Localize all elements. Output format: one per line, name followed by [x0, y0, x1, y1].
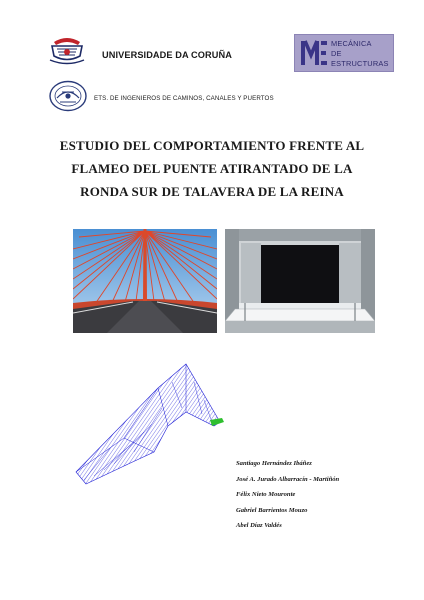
title-line: FLAMEO DEL PUENTE ATIRANTADO DE LA [71, 161, 353, 176]
university-name: UNIVERSIDADE DA CORUÑA [102, 50, 232, 60]
author-name: Abel Díaz Valdés [236, 522, 282, 530]
group-logo-text [331, 39, 389, 69]
university-logo [44, 36, 90, 66]
bridge-render-image [73, 229, 217, 333]
me-monogram-icon [300, 39, 328, 67]
author-name: José A. Jurado Albarracín - Martiñón [236, 475, 340, 483]
fem-mesh-figure [64, 352, 236, 492]
school-seal [48, 80, 88, 112]
group-logo [294, 34, 394, 72]
title-line: ESTUDIO DEL COMPORTAMIENTO FRENTE AL [59, 138, 365, 153]
author-name: Gabriel Barrientos Mouzo [236, 506, 308, 514]
author-name: Félix Nieto Mouronte [236, 491, 296, 499]
wind-tunnel-photo [225, 229, 375, 333]
group-logo-line: MECÁNICA [331, 39, 372, 48]
author-list [236, 456, 406, 534]
document-title [40, 134, 384, 203]
group-logo-line: ESTRUCTURAS [331, 59, 389, 68]
group-logo-line: DE [331, 49, 342, 58]
title-line: RONDA SUR DE TALAVERA DE LA REINA [80, 184, 344, 199]
author-name: Santiago Hernández Ibáñez [236, 460, 312, 467]
school-name: ETS. DE INGENIEROS DE CAMINOS, CANALES Y PUERTOS [94, 95, 274, 102]
